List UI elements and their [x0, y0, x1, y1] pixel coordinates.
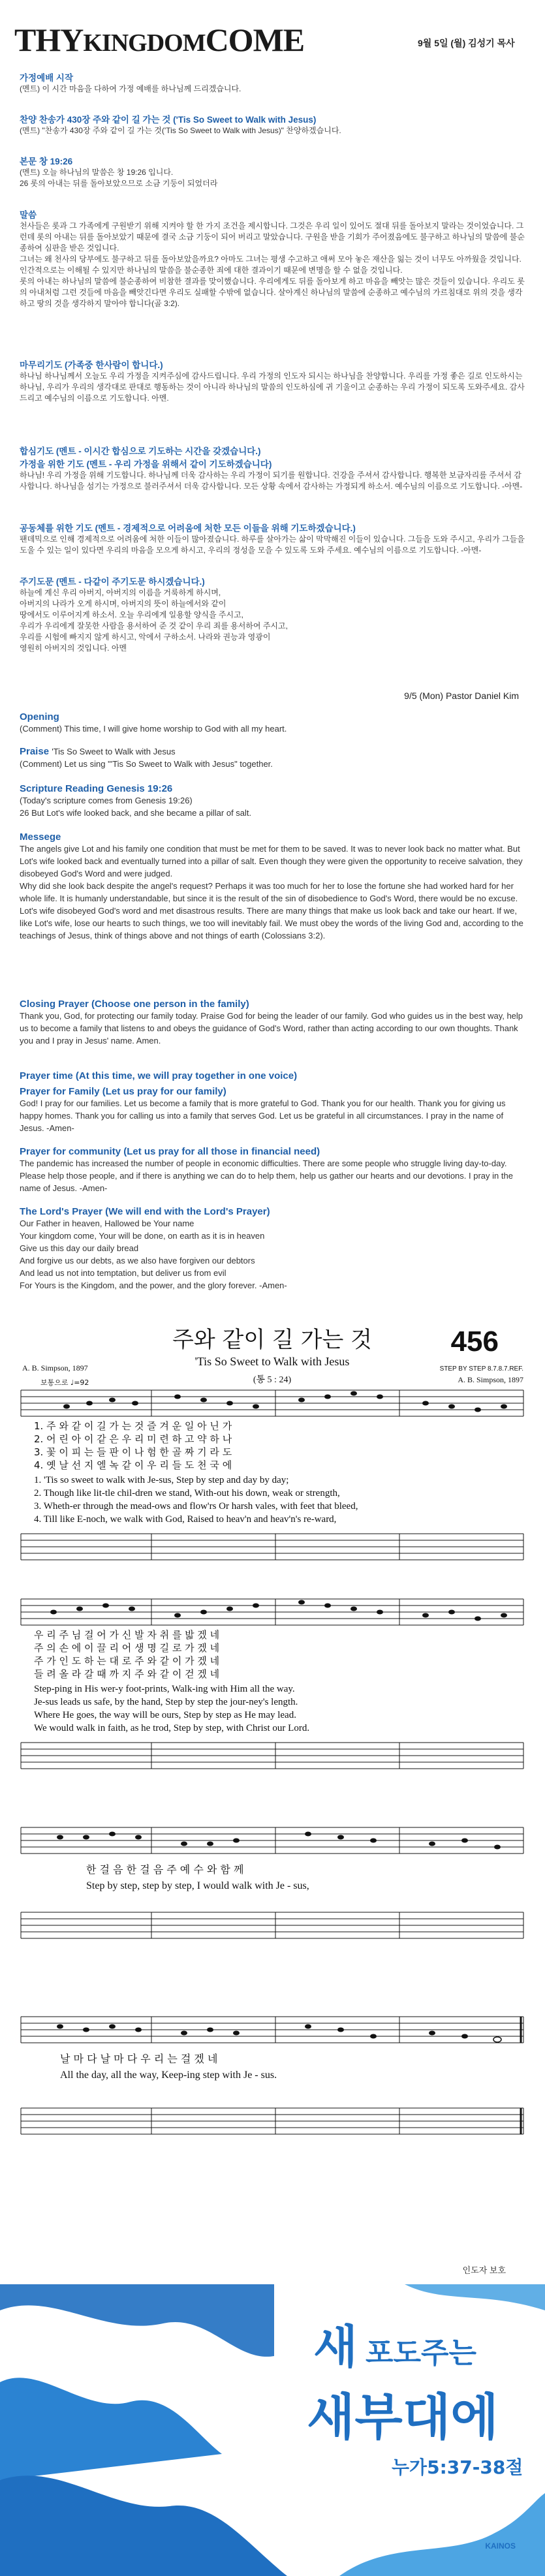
ko-lords-prayer — [20, 574, 529, 654]
ko-family-body: 하나님! 우리 가정을 위해 기도합니다. 하나님께 더욱 감사하는 우리 가정이 되기를 원합니다. 건강을 주셔서 감사합니다. 행복한 보금자리를 주셔서 감사합니다. 하나님을 섬기는 가정으로 불러주셔서 더욱 감사합니다. 모든 상황 속에서 감사하는 가정되게 하소서. 예수님의 이름으로 기도합니다. -아멘- — [20, 471, 523, 491]
en-praise — [20, 745, 529, 770]
wave-bottom-left — [0, 2475, 287, 2576]
ko-lords-line: 우리가 우리에게 잘못한 사람을 용서하여 준 것 같이 우리 죄를 용서하여 주시고, — [20, 621, 288, 630]
hymn-step: STEP BY STEP 8.7.8.7.REF. — [439, 1365, 523, 1373]
ko-praise — [20, 112, 529, 136]
lyric-v4-en: 4. Till like E-noch, we walk with God, Raised to heav'n and heav'n's re-ward, — [34, 1514, 337, 1525]
ko-community-body: 팬데믹으로 인해 경제적으로 어려움에 처한 이들이 많아졌습니다. 하루를 살아가는 삶이 막막해진 이들이 있습니다. 그들을 도와 주시고, 우리가 그들을 도울 수 있는 일이 있다면 우리의 마음을 모으게 하시고, 우리의 정성을 모을 수 있도록 도와 주세요. 예수님의 이름으로 기도합니다. -아멘- — [20, 535, 525, 555]
lyric-ref2-en: All the day, all the way, Keep-ing step with Je - sus. — [60, 2070, 277, 2081]
wave-top-left — [0, 2284, 274, 2357]
ko-lords-line: 땅에서도 이루어지게 하소서. 오늘 우리에게 일용할 양식을 주시고, — [20, 610, 243, 619]
ko-community — [20, 521, 529, 556]
hymn-author-left: A. B. Simpson, 1897 — [22, 1363, 88, 1373]
ko-lords-heading: 주기도문 (멘트 - 다같이 주기도문 하시겠습니다.) — [20, 577, 205, 587]
score-bass-1 — [21, 1534, 523, 1560]
en-closing-heading: Closing Prayer (Choose one person in the family) — [20, 999, 249, 1010]
score-notes-2 — [50, 1600, 507, 1621]
wave-left — [0, 2378, 222, 2480]
en-scripture-heading: Scripture Reading Genesis 19:26 — [20, 783, 173, 794]
ko-joint — [20, 444, 529, 457]
en-joint — [20, 1070, 529, 1081]
ko-lords-line: 하늘에 계신 우리 아버지, 아버지의 이름을 거룩하게 하시며, — [20, 588, 221, 597]
wave-bottom-right — [339, 2493, 545, 2576]
footer-logo-verse: 누가5:37-38절 — [392, 2457, 523, 2478]
lyric-v3-en: 3. Wheth-er through the mead-ows and flow'rs Or harsh vales, with feet that bleed, — [34, 1501, 358, 1512]
footer-kainos: KAINOS — [485, 2541, 516, 2551]
hymn-title-ko: 주와 같이 길 가는 것 — [172, 1327, 372, 1353]
en-closing — [20, 999, 529, 1047]
en-lords-line: Our Father in heaven, Hallowed be Your name — [20, 1218, 195, 1228]
score-notes-4 — [57, 2025, 501, 2043]
en-message-p2: Why did she look back despite the angel's request? Perhaps it was too much for her to lose the fortune she had worked hard for her whole life. It is humanly understandable, but since it is the result of the sin of disobedience to God's Word, there would be no excuse. — [20, 881, 518, 903]
ko-lords-line: 영원히 아버지의 것입니다. 아멘 — [20, 644, 127, 653]
lyric-r4-ko: 들 려 올 라 갈 때 까 지 주 와 같 이 걷 겠 네 — [34, 1668, 220, 1680]
lyric-r4-en: We would walk in faith, as he trod, Step by step, with Christ our Lord. — [34, 1723, 310, 1733]
ko-message-p2: 그녀는 왜 천사의 당부에도 불구하고 뒤를 돌아보았을까요? 아마도 그녀는 평생 수고하고 애써 모아 놓은 재산을 잃는 것이 너무도 아까웠을 것입니다. 인간적으로는 이해될 수 있지만 하나님의 말씀을 불순종한 죄에 대한 결과이기 때문에 변명을 할 수 없을 것입니다. — [20, 255, 522, 275]
en-scripture — [20, 783, 529, 819]
ko-family-heading: 가정을 위한 기도 (멘트 - 우리 가정을 위해서 같이 기도하겠습니다) — [20, 459, 272, 469]
ko-message-p3: 롯의 아내는 하나님의 말씀에 불순종하여 비참한 결과를 맞이했습니다. 우리에게도 뒤를 돌아보게 하고 마음을 빼앗는 많은 것들이 있습니다. 우리도 롯의 아내처럼 그런 것들에 마음을 빼앗긴다면 우리도 실패할 수밖에 없습니다. 살아계신 하나님의 말씀에 순종하고 예수님의 가르침대로 위의 것을 생각하고 땅의 것을 생각하지 말아야 합니다(골 3:2). — [20, 277, 525, 308]
lyric-v1-en: 1. 'Tis so sweet to walk with Je-sus, Step by step and day by day; — [34, 1475, 289, 1485]
lyric-v4-ko: 4. 옛 날 선 지 엘 녹 같 이 우 리 들 도 천 국 에 — [34, 1459, 232, 1471]
ko-scripture — [20, 154, 529, 189]
score-notes-1 — [63, 1391, 507, 1412]
ko-message-heading: 말씀 — [20, 210, 37, 220]
ko-opening — [20, 70, 529, 95]
en-opening — [20, 711, 529, 735]
en-lords-line: For Yours is the Kingdom, and the power, and the glory forever. -Amen- — [20, 1280, 287, 1290]
en-family-heading: Prayer for Family (Let us pray for our family) — [20, 1086, 226, 1097]
score-bass-4 — [21, 2108, 523, 2134]
en-scripture-verse: 26 But Lot's wife looked back, and she became a pillar of salt. — [20, 808, 252, 818]
lyric-ref2-ko: 날 마 다 날 마 다 우 리 는 걸 겠 네 — [60, 2053, 218, 2065]
lyric-r3-ko: 주 가 인 도 하 는 대 로 주 와 같 이 가 겠 네 — [34, 1655, 220, 1667]
ko-opening-body: (멘트) 이 시간 마음을 다하여 가정 예배를 하나님께 드리겠습니다. — [20, 84, 241, 93]
footer-artwork — [0, 2284, 545, 2576]
ko-closing — [20, 358, 529, 404]
lyric-ref1-en: Step by step, step by step, I would walk with Je - sus, — [86, 1880, 309, 1891]
en-family-body: God! I pray for our families. Let us become a family that is more grateful to God. Thank you for our health. Thank you for giving us happy homes. Thank you for calling us into a family that serves God. Let us be grateful in all circumstances. I pray in the name of Jesus. -Amen- — [20, 1098, 506, 1133]
en-message-p1: The angels give Lot and his family one condition that must be met for them to be saved. It was to never look back no matter what. But Lot's wife looked back and eventually turned into a pillar of salt. Even though they were given the opportunity to receive salvation, they disobeyed God's Word and were judged. — [20, 844, 523, 878]
ko-praise-body: (멘트) "찬송가 430장 주와 같이 길 가는 것('Tis So Sweet to Walk with Jesus)" 찬양하겠습니다. — [20, 126, 341, 135]
score-bass-3 — [21, 1912, 523, 1938]
ko-praise-heading: 찬양 찬송가 430장 주와 같이 길 가는 것 ('Tis So Sweet to Walk with Jesus) — [20, 115, 317, 125]
en-lords-line: Your kingdom come, Your will be done, on earth as it is in heaven — [20, 1231, 265, 1241]
lyric-v3-ko: 3. 꽃 이 피 는 들 판 이 나 험 한 골 짜 기 라 도 — [34, 1446, 232, 1458]
score-bass-2 — [21, 1743, 523, 1769]
en-joint-heading: Prayer time (At this time, we will pray together in one voice) — [20, 1070, 298, 1081]
ko-scripture-heading: 본문 창 19:26 — [20, 157, 73, 166]
ko-message-p1: 천사들은 롯과 그 가족에게 구원받기 위해 지켜야 할 한 가지 조건을 제시합니다. 그것은 우리 일이 있어도 절대 뒤를 돌아보지 말라는 것이었습니다. 그런데 롯의 아내는 뒤를 돌아보았기 때문에 결국 소금 기둥이 되어 버리고 말았습니다. 구원을 받을 기회가 주어졌음에도 불구하고 하나님의 말씀에 불순종하여 심판을 받은 것입니다. — [20, 221, 525, 253]
score-system-3 — [21, 1827, 523, 1854]
ko-scripture-line: (멘트) 오늘 하나님의 말씀은 창 19:26 입니다. — [20, 168, 174, 177]
en-scripture-line: (Today's scripture comes from Genesis 19:26) — [20, 796, 193, 805]
en-community-heading: Prayer for community (Let us pray for all those in financial need) — [20, 1146, 320, 1157]
hymn-tempo: 보통으로 ♩=92 — [40, 1378, 89, 1387]
ko-community-heading: 공동체를 위한 기도 (멘트 - 경제적으로 어려움에 처한 모든 이들을 위해 기도하겠습니다.) — [20, 523, 356, 533]
en-message-p3: Lot's wife disobeyed God's word and met disastrous results. There are many things that make us look back and take our heart. If we, like Lot's wife, lose our hearts to such things, we too will inevitably fail. We must obey the words of the living God and, according to the teachings of Jesus, think of things above and not things of earth (Colossians 3:2). — [20, 906, 523, 940]
en-message-heading: Messege — [20, 831, 61, 843]
ko-family — [20, 457, 529, 492]
ko-joint-heading: 합심기도 (멘트 - 이시간 합심으로 기도하는 시간을 갖겠습니다.) — [20, 446, 261, 456]
en-lords-line: And forgive us our debts, as we also have forgiven our debtors — [20, 1256, 255, 1265]
ko-message — [20, 208, 529, 309]
hymn-author-right: A. B. Simpson, 1897 — [458, 1375, 523, 1384]
lyric-r1-en: Step-ping in His wer-y foot-prints, Walk-ing with Him all the way. — [34, 1684, 295, 1694]
lyric-v1-ko: 1. 주 와 같 이 길 가 는 것 즐 겨 운 일 아 닌 가 — [34, 1420, 232, 1432]
ko-closing-heading: 마무리기도 (가족중 한사람이 합니다.) — [20, 360, 163, 370]
lyric-r2-ko: 주 의 손 에 이 끌 리 어 생 명 길 로 가 겠 네 — [34, 1642, 220, 1654]
en-praise-body: (Comment) Let us sing "'Tis So Sweet to Walk with Jesus" together. — [20, 759, 273, 769]
en-lords-line: And lead us not into temptation, but deliver us from evil — [20, 1268, 226, 1278]
score-system-4 — [21, 2017, 523, 2043]
ko-closing-body: 하나님 하나님께서 오늘도 우리 가정을 지켜주심에 감사드립니다. 우리 가정의 인도자 되시는 하나님을 찬양합니다. 우리를 가정 좋은 길로 인도하시는 하나님, 우리가 우리의 생각대로 판대로 행동하는 것이 아니라 하나님의 말씀의 인도하심에 귀 기울이고 순종하는 우리 가정이 되도록 도와주세요. 감사드리고 예수님의 이름으로 기도합니다. 아멘. — [20, 371, 525, 403]
en-lords-prayer — [20, 1206, 529, 1292]
score-system-2 — [21, 1599, 523, 1625]
lyric-r2-en: Je-sus leads us safe, by the hand, Step by step the jour-ney's length. — [34, 1697, 298, 1707]
ko-scripture-verse: 26 롯의 아내는 뒤를 돌아보았으므로 소금 기둥이 되었더라 — [20, 179, 218, 188]
ko-lords-line: 아버지의 나라가 오게 하시며, 아버지의 뜻이 하늘에서와 같이 — [20, 599, 226, 608]
en-lords-line: Give us this day our daily bread — [20, 1243, 139, 1253]
ko-opening-heading: 가정예배 시작 — [20, 73, 73, 83]
en-message — [20, 831, 529, 942]
en-dateline: 9/5 (Mon) Pastor Daniel Kim — [404, 691, 519, 701]
footer-logo-line1: 새 — [313, 2320, 358, 2374]
en-praise-heading: Praise 'Tis So Sweet to Walk with Jesus — [20, 746, 176, 757]
lyric-ref1-ko: 한 걸 음 한 걸 음 주 예 수 와 함 께 — [86, 1863, 244, 1876]
lyric-v2-en: 2. Though like lit-tle chil-dren we stand, With-out his down, weak or strength, — [34, 1488, 340, 1498]
en-opening-body: (Comment) This time, I will give home worship to God with all my heart. — [20, 724, 287, 734]
en-community-body: The pandemic has increased the number of people in economic difficulties. There are some people who struggle living day-to-day. Please help those people, and if there is anything we can do to help them, help us gather our hearts and our devotions. I pray in the name of Jesus. -Amen- — [20, 1158, 513, 1193]
en-opening-heading: Opening — [20, 711, 59, 722]
en-lords-heading: The Lord's Prayer (We will end with the Lord's Prayer) — [20, 1206, 270, 1217]
wave-right-top — [405, 2284, 545, 2310]
hymn-meta: (통 5 : 24) — [253, 1375, 292, 1385]
hymn-title-en: 'Tis So Sweet to Walk with Jesus — [195, 1355, 350, 1368]
hymn-number: 456 — [450, 1326, 499, 1358]
ko-lords-line: 우리를 시험에 빠지지 않게 하시고, 악에서 구하소서. 나라와 권능과 영광이 — [20, 632, 271, 642]
lyric-v2-ko: 2. 어 린 아 이 같 은 우 리 미 련 하 고 약 하 나 — [34, 1433, 232, 1445]
en-family — [20, 1086, 529, 1134]
lyric-r1-ko: 우 리 주 님 걸 어 가 신 발 자 취 를 밟 겠 네 — [34, 1629, 220, 1641]
en-community — [20, 1146, 529, 1194]
footer-logo-line2: 포도주는 — [366, 2336, 477, 2370]
en-closing-body: Thank you, God, for protecting our family today. Praise God for being the leader of our family. God who guides us in the best way, help us to become a family that listens to and obeys the guidance of God's Word, rather than acting according to our own thoughts. Thank you and I pray in Jesus' name. Amen. — [20, 1011, 523, 1046]
footer-logo-line3: 새부대에 — [307, 2388, 499, 2446]
score-system-1 — [21, 1390, 523, 1416]
hymn-credit: 인도자 보호 — [462, 2265, 506, 2275]
hymn-score — [14, 1312, 530, 2258]
header-date: 9월 5일 (월) 김성기 목사 — [418, 38, 515, 48]
page-title: THYKINGDOMCOME — [14, 22, 305, 58]
lyric-r3-en: Where He goes, the way will be ours, Step by step as He may lead. — [34, 1710, 296, 1720]
